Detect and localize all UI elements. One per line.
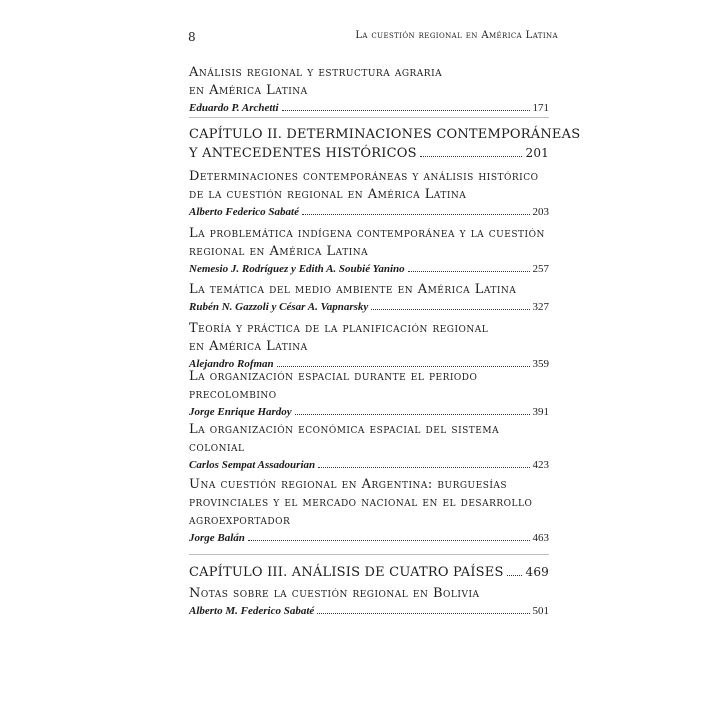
entry-title-line: en América Latina xyxy=(189,339,308,354)
entry-page: 171 xyxy=(532,102,549,114)
entry-title-line: de la cuestión regional en América Latina xyxy=(189,187,467,202)
page-header xyxy=(188,30,558,46)
chapter-title-line: CAPÍTULO III. ANÁLISIS DE CUATRO PAÍSES xyxy=(189,565,504,580)
toc-entry xyxy=(189,476,549,546)
chapter-heading xyxy=(189,126,581,163)
dot-leader xyxy=(507,575,523,576)
dot-leader xyxy=(317,613,529,614)
running-title: La cuestión regional en América Latina xyxy=(355,30,558,41)
toc-entry xyxy=(189,64,549,116)
entry-title-line: precolombino xyxy=(189,387,277,402)
dot-leader xyxy=(302,214,530,215)
toc-entry xyxy=(189,281,549,315)
author-line xyxy=(189,262,549,277)
entry-title-line: regional en América Latina xyxy=(189,244,369,259)
section-divider xyxy=(189,117,549,118)
dot-leader xyxy=(248,540,530,541)
dot-leader xyxy=(282,110,530,111)
page-number: 8 xyxy=(188,30,196,44)
author-line xyxy=(189,205,549,220)
entry-title-line: colonial xyxy=(189,440,245,455)
dot-leader xyxy=(277,366,530,367)
toc-entry xyxy=(189,421,549,473)
dot-leader xyxy=(318,467,529,468)
entry-page: 463 xyxy=(532,532,549,544)
toc-entry xyxy=(189,320,549,372)
entry-title-line: La organización espacial durante el periodo xyxy=(189,369,478,384)
dot-leader xyxy=(295,414,530,415)
chapter-page: 469 xyxy=(525,565,549,579)
section-divider xyxy=(189,554,549,555)
entry-title-line: agroexportador xyxy=(189,513,291,528)
entry-title-line: La problemática indígena contemporánea y la cuestión xyxy=(189,226,545,241)
entry-page: 423 xyxy=(532,459,549,471)
author-line xyxy=(189,101,549,116)
chapter-title-line: CAPÍTULO II. DETERMINACIONES CONTEMPORÁNEAS xyxy=(189,127,581,142)
entry-title-line: Notas sobre la cuestión regional en Bolivia xyxy=(189,586,480,601)
entry-author: Alejandro Rofman xyxy=(189,358,274,370)
entry-author: Alberto Federico Sabaté xyxy=(189,206,299,218)
entry-page: 359 xyxy=(532,358,549,370)
entry-author: Nemesio J. Rodríguez y Edith A. Soubié Yanino xyxy=(189,263,405,275)
dot-leader xyxy=(408,271,530,272)
chapter-title-last-line xyxy=(189,563,549,582)
author-line xyxy=(189,604,549,619)
entry-author: Jorge Balán xyxy=(189,532,245,544)
entry-title-line: La temática del medio ambiente en América Latina xyxy=(189,282,517,297)
dot-leader xyxy=(371,309,529,310)
chapter-page: 201 xyxy=(525,146,549,160)
entry-title-line: en América Latina xyxy=(189,83,308,98)
author-line xyxy=(189,458,549,473)
entry-page: 501 xyxy=(532,605,549,617)
entry-title-line: Determinaciones contemporáneas y análisis histórico xyxy=(189,169,539,184)
author-line xyxy=(189,405,549,420)
entry-author: Rubén N. Gazzoli y César A. Vapnarsky xyxy=(189,301,369,313)
chapter-title-line: Y ANTECEDENTES HISTÓRICOS xyxy=(189,146,417,161)
toc-entry xyxy=(189,368,549,420)
entry-page: 327 xyxy=(532,301,549,313)
entry-author: Eduardo P. Archetti xyxy=(189,102,279,114)
chapter-title-last-line xyxy=(189,144,549,163)
entry-page: 391 xyxy=(532,406,549,418)
author-line xyxy=(189,300,549,315)
entry-title-line: Teoría y práctica de la planificación regional xyxy=(189,321,489,336)
entry-author: Alberto M. Federico Sabaté xyxy=(189,605,315,617)
entry-author: Carlos Sempat Assadourian xyxy=(189,459,316,471)
chapter-heading xyxy=(189,563,549,582)
entry-page: 203 xyxy=(532,206,549,218)
toc-entry xyxy=(189,168,549,220)
author-line xyxy=(189,531,549,546)
toc-entry xyxy=(189,225,549,277)
dot-leader xyxy=(420,156,523,157)
entry-author: Jorge Enrique Hardoy xyxy=(189,406,292,418)
entry-page: 257 xyxy=(532,263,549,275)
entry-title-line: La organización económica espacial del sistema xyxy=(189,422,500,437)
entry-title-line: provinciales y el mercado nacional en el desarrollo xyxy=(189,495,533,510)
entry-title-line: Análisis regional y estructura agraria xyxy=(189,65,443,80)
toc-entry xyxy=(189,585,549,619)
entry-title-line: Una cuestión regional en Argentina: burguesías xyxy=(189,477,508,492)
